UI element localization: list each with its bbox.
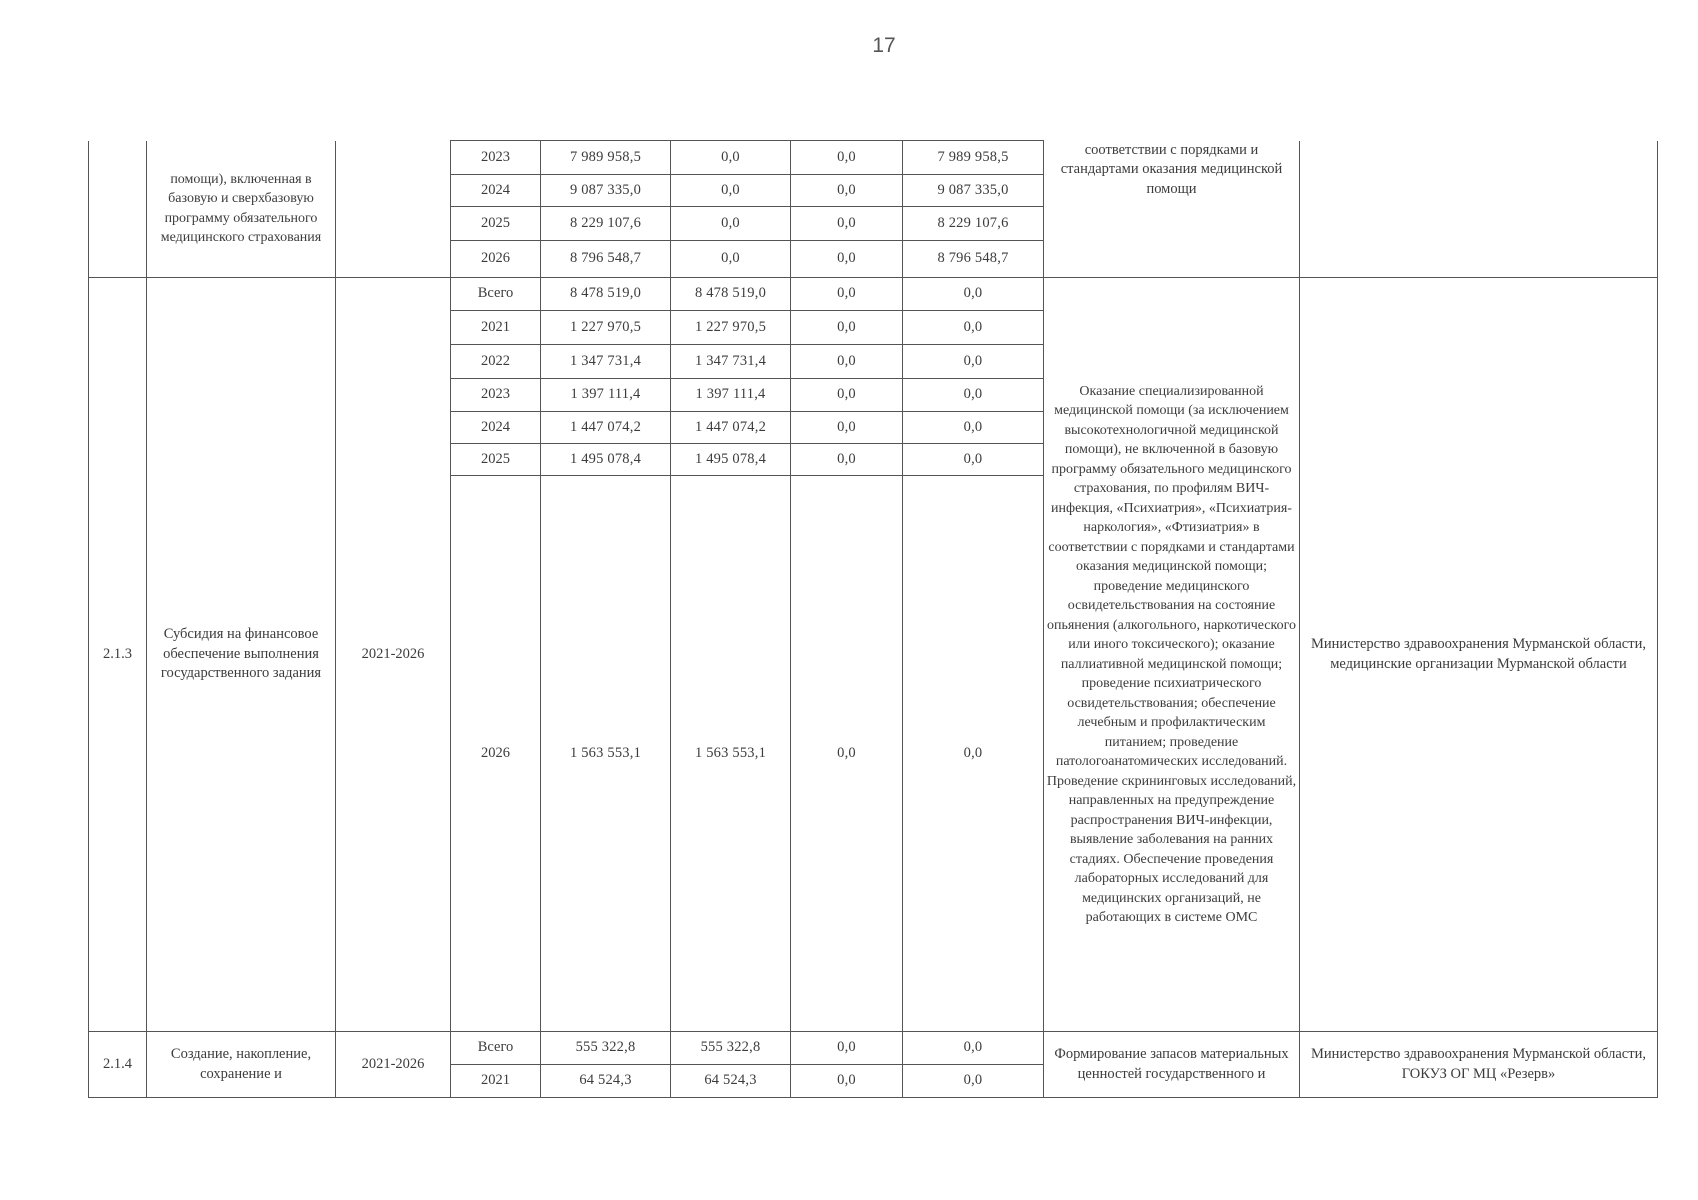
table-row (89, 278, 1658, 311)
cell-activity-name-prev: помощи), включенная в базовую и сверхбазовую программу обязательного медицинского страхования (147, 141, 336, 278)
cell-federal: 1 495 078,4 (671, 444, 791, 476)
cell-federal: 1 563 553,1 (671, 476, 791, 1032)
cell-regional: 0,0 (791, 311, 903, 345)
cell-year: 2022 (451, 345, 541, 379)
cell-year: 2025 (451, 444, 541, 476)
cell-year: Всего (451, 278, 541, 311)
table-row (89, 141, 1658, 175)
cell-federal: 0,0 (671, 241, 791, 278)
cell-activity-name: Создание, накопление, сохранение и (147, 1032, 336, 1098)
cell-executor: Министерство здравоохранения Мурманской области, ГОКУЗ ОГ МЦ «Резерв» (1300, 1032, 1658, 1098)
cell-period-prev (336, 141, 451, 278)
cell-total: 7 989 958,5 (541, 141, 671, 175)
cell-year: 2021 (451, 311, 541, 345)
cell-other: 0,0 (903, 345, 1044, 379)
cell-other: 0,0 (903, 1065, 1044, 1098)
cell-other: 0,0 (903, 311, 1044, 345)
cell-num: 2.1.4 (89, 1032, 147, 1098)
cell-other: 8 796 548,7 (903, 241, 1044, 278)
cell-total: 9 087 335,0 (541, 175, 671, 207)
program-activities-table (88, 140, 1658, 1098)
cell-regional: 0,0 (791, 1032, 903, 1065)
cell-other: 0,0 (903, 412, 1044, 444)
cell-other: 0,0 (903, 476, 1044, 1032)
cell-federal: 555 322,8 (671, 1032, 791, 1065)
cell-regional: 0,0 (791, 141, 903, 175)
cell-federal: 0,0 (671, 207, 791, 241)
cell-federal: 1 447 074,2 (671, 412, 791, 444)
cell-total: 1 495 078,4 (541, 444, 671, 476)
cell-total: 8 229 107,6 (541, 207, 671, 241)
cell-year: 2023 (451, 379, 541, 412)
program-table-sheet (88, 140, 1658, 1098)
cell-federal: 0,0 (671, 175, 791, 207)
cell-total: 1 227 970,5 (541, 311, 671, 345)
cell-year: Всего (451, 1032, 541, 1065)
cell-other: 0,0 (903, 278, 1044, 311)
cell-other: 0,0 (903, 1032, 1044, 1065)
cell-other: 8 229 107,6 (903, 207, 1044, 241)
cell-year: 2026 (451, 476, 541, 1032)
cell-regional: 0,0 (791, 175, 903, 207)
cell-total: 64 524,3 (541, 1065, 671, 1098)
cell-other: 7 989 958,5 (903, 141, 1044, 175)
cell-federal: 64 524,3 (671, 1065, 791, 1098)
cell-result-prev: соответствии с порядками и стандартами оказания медицинской помощи (1044, 141, 1300, 278)
cell-regional: 0,0 (791, 278, 903, 311)
cell-federal: 1 347 731,4 (671, 345, 791, 379)
cell-activity-name: Субсидия на финансовое обеспечение выполнения государственного задания (147, 278, 336, 1032)
cell-federal: 1 227 970,5 (671, 311, 791, 345)
cell-regional: 0,0 (791, 1065, 903, 1098)
cell-total: 555 322,8 (541, 1032, 671, 1065)
cell-total: 8 796 548,7 (541, 241, 671, 278)
cell-executor: Министерство здравоохранения Мурманской области, медицинские организации Мурманской области (1300, 278, 1658, 1032)
cell-period: 2021-2026 (336, 278, 451, 1032)
cell-total: 1 563 553,1 (541, 476, 671, 1032)
page-number: 17 (872, 34, 896, 57)
cell-total: 1 397 111,4 (541, 379, 671, 412)
cell-year: 2026 (451, 241, 541, 278)
cell-other: 0,0 (903, 379, 1044, 412)
cell-other: 0,0 (903, 444, 1044, 476)
cell-other: 9 087 335,0 (903, 175, 1044, 207)
cell-period: 2021-2026 (336, 1032, 451, 1098)
cell-num-prev (89, 141, 147, 278)
cell-year: 2025 (451, 207, 541, 241)
cell-federal: 8 478 519,0 (671, 278, 791, 311)
cell-regional: 0,0 (791, 412, 903, 444)
cell-year: 2024 (451, 175, 541, 207)
cell-year: 2023 (451, 141, 541, 175)
cell-year: 2021 (451, 1065, 541, 1098)
cell-result: Формирование запасов материальных ценностей государственного и (1044, 1032, 1300, 1098)
cell-regional: 0,0 (791, 379, 903, 412)
cell-federal: 0,0 (671, 141, 791, 175)
cell-year: 2024 (451, 412, 541, 444)
cell-federal: 1 397 111,4 (671, 379, 791, 412)
cell-regional: 0,0 (791, 241, 903, 278)
cell-regional: 0,0 (791, 444, 903, 476)
cell-executor-prev (1300, 141, 1658, 278)
cell-total: 1 447 074,2 (541, 412, 671, 444)
cell-total: 8 478 519,0 (541, 278, 671, 311)
cell-result: Оказание специализированной медицинской помощи (за исключением высокотехнологичной медицинской помощи), не включенной в базовую программу обязательного медицинского страхования, по профилям ВИЧ-инфекция, «Психиатрия», «Психиатрия-наркология», «Фтизиатрия» в соответствии с порядками и стандартами оказания медицинской помощи; проведение медицинского освидетельствования на состояние опьянения (алкогольного, наркотического или иного токсического); оказание паллиативной медицинской помощи; проведение психиатрического освидетельствования; обеспечение лечебным и профилактическим питанием; проведение патологоанатомических исследований. Проведение скрининговых исследований, направленных на предупреждение распространения ВИЧ-инфекции, выявление заболевания на ранних стадиях. Обеспечение проведения лабораторных исследований для медицинских организаций, не работающих в системе ОМС (1044, 278, 1300, 1032)
cell-regional: 0,0 (791, 207, 903, 241)
cell-num: 2.1.3 (89, 278, 147, 1032)
cell-total: 1 347 731,4 (541, 345, 671, 379)
cell-regional: 0,0 (791, 476, 903, 1032)
cell-regional: 0,0 (791, 345, 903, 379)
table-row (89, 1032, 1658, 1065)
